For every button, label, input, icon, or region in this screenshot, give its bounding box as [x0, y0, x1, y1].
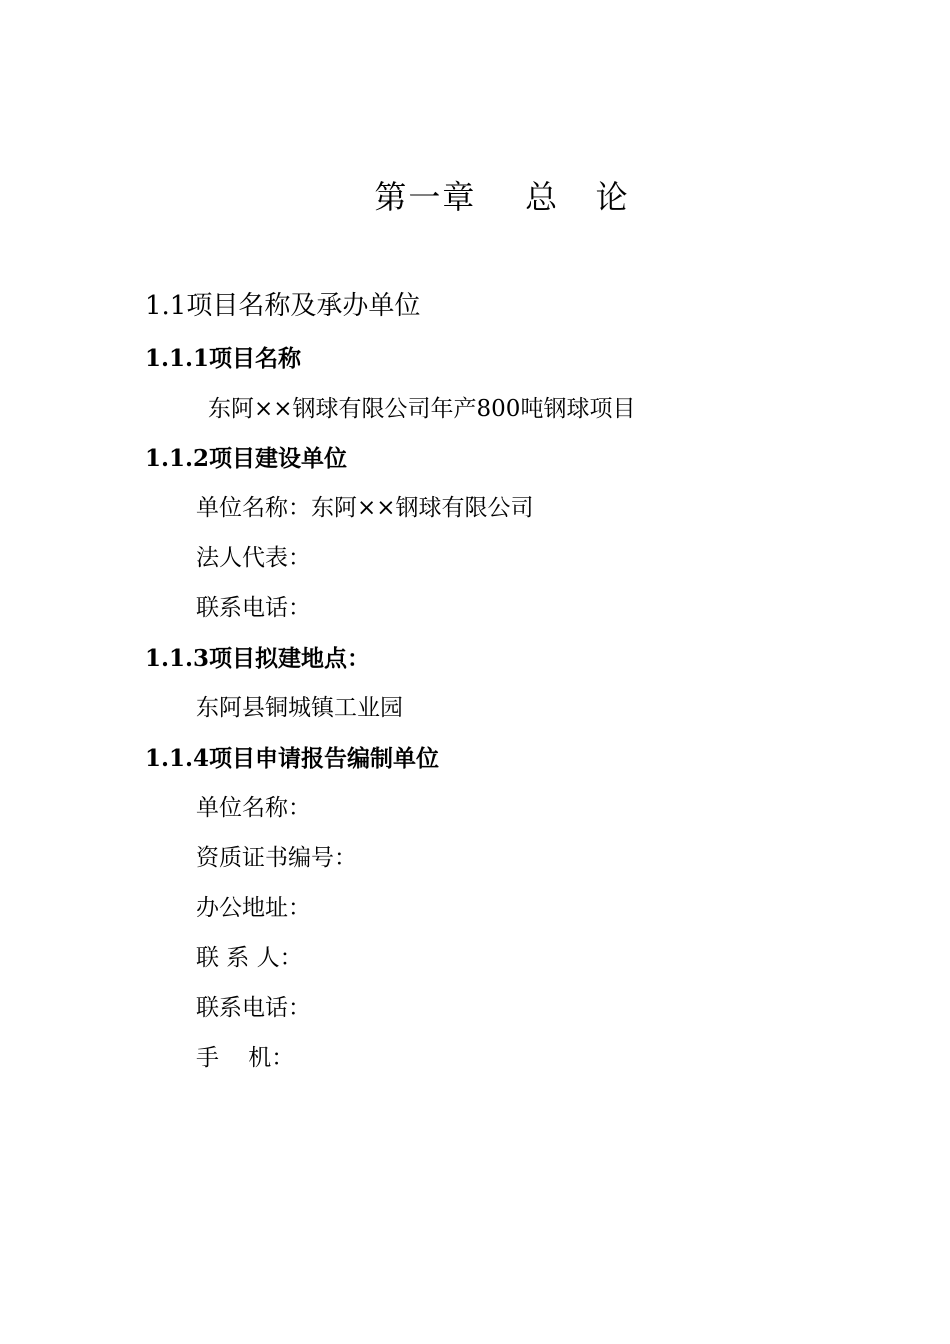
project-name-text: 东阿××钢球有限公司年产800吨钢球项目 [208, 396, 636, 422]
project-location: 东阿县铜城镇工业园 [196, 695, 403, 721]
report-unit-name: 单位名称： [196, 795, 311, 821]
subsection-heading-1-1-3: 1.1.3项目拟建地点： [145, 645, 371, 672]
office-address: 办公地址： [196, 895, 311, 921]
qualification-cert-number: 资质证书编号： [196, 845, 357, 871]
construction-unit-name: 单位名称：东阿××钢球有限公司 [196, 495, 534, 521]
contact-person: 联 系 人： [196, 945, 303, 971]
construction-unit-phone: 联系电话： [196, 595, 311, 621]
legal-representative: 法人代表： [196, 545, 311, 571]
subsection-heading-1-1-2: 1.1.2项目建设单位 [145, 445, 348, 472]
subsection-heading-1-1-1: 1.1.1项目名称 [145, 345, 302, 372]
mobile-phone: 手 机： [196, 1045, 295, 1071]
chapter-title: 第一章 总 论 [374, 178, 630, 216]
subsection-heading-1-1-4: 1.1.4项目申请报告编制单位 [145, 745, 440, 772]
report-unit-phone: 联系电话： [196, 995, 311, 1021]
section-heading-1-1: 1.1项目名称及承办单位 [145, 291, 421, 321]
